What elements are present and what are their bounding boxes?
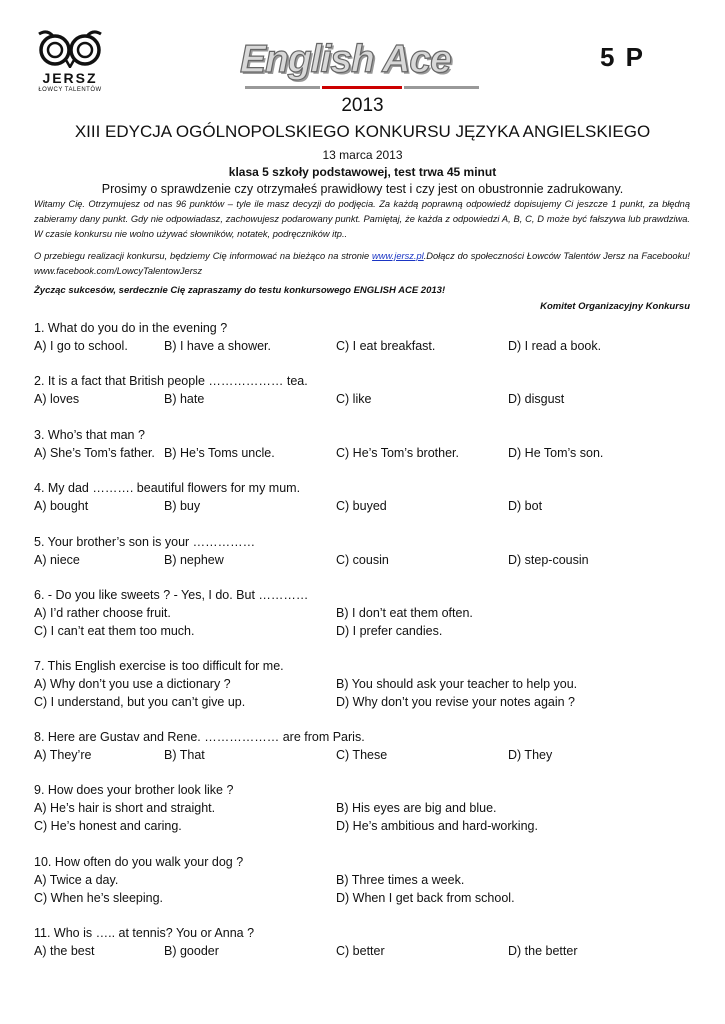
question-4	[34, 479, 694, 515]
brand-underline-red	[322, 86, 402, 89]
option-c[interactable]: C) like	[336, 392, 372, 406]
option-a[interactable]: A) He’s hair is short and straight.	[34, 801, 216, 815]
class-info: klasa 5 szkoły podstawowej, test trwa 45 minut	[228, 165, 497, 179]
option-b[interactable]: B) hate	[164, 392, 205, 406]
option-d[interactable]: D) bot	[508, 499, 543, 513]
question-8	[34, 728, 694, 764]
question-stem: 6. - Do you like sweets ? - Yes, I do. But …………	[34, 588, 309, 602]
brand-underline-right	[404, 86, 479, 89]
website-link[interactable]: www.jersz.pl	[372, 251, 424, 261]
option-b[interactable]: B) I don’t eat them often.	[336, 606, 473, 620]
option-a[interactable]: A) Why don’t you use a dictionary ?	[34, 677, 231, 691]
question-stem: 4. My dad ………. beautiful flowers for my mum.	[34, 481, 301, 495]
option-b[interactable]: B) That	[164, 748, 205, 762]
option-a[interactable]: A) the best	[34, 944, 95, 958]
info-paragraph	[34, 249, 690, 279]
edition-title: XIII EDYCJA OGÓLNOPOLSKIEGO KONKURSU JĘZYKA ANGIELSKIEGO	[74, 122, 651, 141]
option-c[interactable]: C) When he’s sleeping.	[34, 891, 164, 905]
option-a[interactable]: A) Twice a day.	[34, 873, 119, 887]
option-d[interactable]: D) I prefer candies.	[336, 624, 443, 638]
option-b[interactable]: B) He’s Toms uncle.	[164, 446, 275, 460]
question-stem: 5. Your brother’s son is your ……………	[34, 535, 256, 549]
option-a[interactable]: A) They’re	[34, 748, 92, 762]
owl-eyes-icon	[35, 30, 105, 68]
option-b[interactable]: B) gooder	[164, 944, 219, 958]
question-stem: 9. How does your brother look like ?	[34, 783, 234, 797]
english-ace-wordmark	[240, 38, 485, 90]
info-text-before: O przebiegu realizacji konkursu, będziemy Cię informować na bieżąco na stronie	[34, 251, 373, 261]
option-c[interactable]: C) buyed	[336, 499, 387, 513]
rules-paragraph: Witamy Cię. Otrzymujesz od nas 96 punktów – tyle ile masz decyzji do podjęcia. Za każdą poprawną odpowiedź dopisujemy Ci jeszcze 1 punkt, za błędną zabieramy dany punkt. Gdy nie odpowiadasz, zachowujesz podarowany punkt. Pamiętaj, że każda z odpowiedzi A, B, C, D może być fałszywa lub prawdziwa. W czasie konkursu nie wolno używać słowników, notatek, podręczników itp..	[34, 199, 690, 239]
option-b[interactable]: B) I have a shower.	[164, 339, 272, 353]
option-a[interactable]: A) She’s Tom’s father.	[34, 446, 155, 460]
option-d[interactable]: D) disgust	[508, 392, 565, 406]
committee-signature: Komitet Organizacyjny Konkursu	[540, 301, 690, 312]
option-c[interactable]: C) better	[336, 944, 385, 958]
question-2	[34, 372, 694, 408]
logo-subtitle: ŁOWCY TALENTÓW	[38, 87, 102, 93]
option-c[interactable]: C) These	[336, 748, 388, 762]
question-3	[34, 426, 694, 462]
option-d[interactable]: D) He Tom’s son.	[508, 446, 604, 460]
option-a[interactable]: A) niece	[34, 553, 80, 567]
question-stem: 3. Who’s that man ?	[34, 428, 145, 442]
class-badge: 5 P	[600, 42, 646, 72]
option-b[interactable]: B) nephew	[164, 553, 224, 567]
option-d[interactable]: D) the better	[508, 944, 578, 958]
option-d[interactable]: D) I read a book.	[508, 339, 602, 353]
year: 2013	[341, 95, 384, 116]
option-b[interactable]: B) You should ask your teacher to help you.	[336, 677, 578, 691]
question-5	[34, 533, 694, 569]
question-stem: 11. Who is ….. at tennis? You or Anna ?	[34, 926, 255, 940]
check-instruction: Prosimy o sprawdzenie czy otrzymałeś prawidłowy test i czy jest on obustronnie zadrukowany.	[101, 182, 624, 196]
option-d[interactable]: D) They	[508, 748, 553, 762]
option-d[interactable]: D) When I get back from school.	[336, 891, 515, 905]
question-7	[34, 657, 694, 711]
option-b[interactable]: B) His eyes are big and blue.	[336, 801, 497, 815]
option-d[interactable]: D) He’s ambitious and hard-working.	[336, 819, 538, 833]
option-a[interactable]: A) loves	[34, 392, 80, 406]
question-stem: 1. What do you do in the evening ?	[34, 321, 228, 335]
option-c[interactable]: C) I eat breakfast.	[336, 339, 436, 353]
contest-date: 13 marca 2013	[322, 148, 403, 162]
option-a[interactable]: A) I go to school.	[34, 339, 128, 353]
question-9	[34, 781, 694, 835]
option-c[interactable]: C) He’s honest and caring.	[34, 819, 182, 833]
question-stem: 7. This English exercise is too difficult for me.	[34, 659, 284, 673]
option-c[interactable]: C) cousin	[336, 553, 389, 567]
question-stem: 2. It is a fact that British people ……………… tea.	[34, 374, 308, 388]
question-stem: 10. How often do you walk your dog ?	[34, 855, 244, 869]
brand-title: English Ace	[240, 38, 451, 81]
option-d[interactable]: D) step-cousin	[508, 553, 589, 567]
option-b[interactable]: B) Three times a week.	[336, 873, 465, 887]
option-a[interactable]: A) bought	[34, 499, 89, 513]
question-11	[34, 924, 694, 960]
option-c[interactable]: C) I understand, but you can’t give up.	[34, 695, 246, 709]
info-text-after: .Dołącz do społeczności Łowców Talentów Jersz na Facebooku! www.facebook.com/LowcyTalentowJersz	[34, 251, 690, 276]
option-c[interactable]: C) I can’t eat them too much.	[34, 624, 195, 638]
option-b[interactable]: B) buy	[164, 499, 201, 513]
option-a[interactable]: A) I’d rather choose fruit.	[34, 606, 171, 620]
logo-name: JERSZ	[42, 70, 98, 86]
good-luck-line: Życząc sukcesów, serdecznie Cię zapraszamy do testu konkursowego ENGLISH ACE 2013!	[34, 285, 446, 296]
brand-underline-left	[245, 86, 320, 89]
question-1	[34, 319, 694, 355]
question-10	[34, 853, 694, 907]
option-c[interactable]: C) He’s Tom’s brother.	[336, 446, 459, 460]
question-6	[34, 586, 694, 640]
jersz-logo	[30, 30, 110, 93]
question-stem: 8. Here are Gustav and Rene. ……………… are from Paris.	[34, 730, 365, 744]
option-d[interactable]: D) Why don’t you revise your notes again ?	[336, 695, 576, 709]
